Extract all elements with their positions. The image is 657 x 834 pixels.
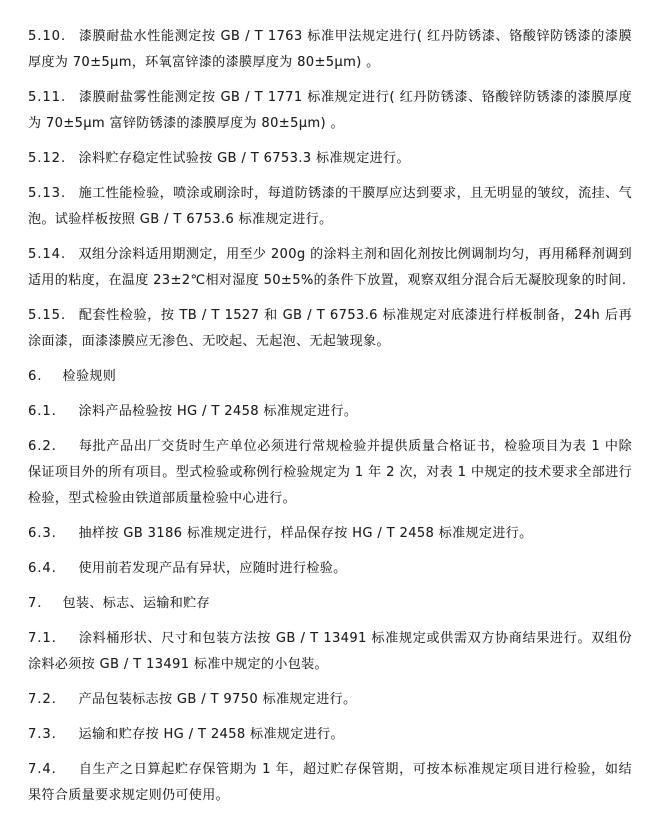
clause-7-4 [28, 757, 632, 809]
clause-text: 抽样按 GB 3186 标准规定进行，样品保存按 HG / T 2458 标准规定进行。 [78, 526, 533, 541]
clause-5-14 [28, 242, 632, 294]
clause-text: 漆膜耐盐水性能测定按 GB / T 1763 标准甲法规定进行( 红丹防锈漆、铬酸锌防锈漆的漆膜厚度为 70±5μm，环氧富锌漆的漆膜厚度为 80±5μm) 。 [28, 29, 632, 70]
clause-text: 双组分涂料适用期测定，用至少 200g 的涂料主剂和固化剂按比例调制均匀，再用稀释剂调到适用的粘度，在温度 23±2℃相对湿度 50±5%的条件下放置，观察双组分混合后无凝胶现象的时间. [28, 247, 632, 288]
clause-number: 7.2. [28, 692, 57, 707]
clause-number: 5.15. [28, 308, 67, 323]
clause-number: 7.4. [28, 762, 57, 777]
clause-number: 5.13. [28, 186, 67, 201]
clause-6-1 [28, 399, 632, 425]
clause-5-13 [28, 181, 632, 233]
clause-6-3 [28, 521, 632, 547]
section-title: 包装、标志、运输和贮存 [62, 596, 210, 611]
clause-number: 5.14. [28, 247, 67, 262]
clause-text: 施工性能检验，喷涂或刷涂时，每道防锈漆的干膜厚应达到要求，且无明显的皱纹，流挂、气泡。试验样板按照 GB / T 6753.6 标准规定进行。 [28, 186, 632, 227]
clause-5-12 [28, 146, 632, 172]
clause-7-1 [28, 626, 632, 678]
clause-number: 7.3. [28, 727, 57, 742]
section-heading-7 [28, 591, 632, 617]
clause-text: 涂料贮存稳定性试验按 GB / T 6753.3 标准规定进行。 [78, 151, 410, 166]
clause-number: 6.2. [28, 439, 57, 454]
section-number: 7. [28, 596, 43, 611]
clause-text: 自生产之日算起贮存保管期为 1 年，超过贮存保管期，可按本标准规定项目进行检验，如结果符合质量要求规定则仍可使用。 [28, 762, 632, 803]
clause-text: 涂料桶形状、尺寸和包装方法按 GB / T 13491 标准规定或供需双方协商结果进行。双组份涂料必须按 GB / T 13491 标准中规定的小包装。 [28, 631, 632, 672]
clause-text: 每批产品出厂交货时生产单位必须进行常规检验并提供质量合格证书，检验项目为表 1 中除保证项目外的所有项目。型式检验或称例行检验规定为 1 年 2 次，对表 1 中规定的技术要求全部进行检验，型式检验由铁道部质量检验中心进行。 [28, 439, 632, 506]
clause-7-2 [28, 687, 632, 713]
section-number: 6. [28, 369, 43, 384]
clause-6-2 [28, 434, 632, 512]
clause-number: 5.10. [28, 29, 67, 44]
clause-number: 7.1. [28, 631, 57, 646]
clause-number: 6.4. [28, 561, 57, 576]
clause-text: 配套性检验，按 TB / T 1527 和 GB / T 6753.6 标准规定对底漆进行样板制备，24h 后再涂面漆，面漆漆膜应无渗色、无咬起、无起泡、无起皱现象。 [28, 308, 632, 349]
clause-5-15 [28, 303, 632, 355]
section-title: 检验规则 [62, 369, 117, 384]
clause-text: 涂料产品检验按 HG / T 2458 标准规定进行。 [78, 404, 358, 419]
section-heading-6 [28, 364, 632, 390]
clause-5-11 [28, 85, 632, 137]
clause-text: 漆膜耐盐雾性能测定按 GB / T 1771 标准规定进行( 红丹防锈漆、铬酸锌防锈漆的漆膜厚度为 70±5μm 富锌防锈漆的漆膜厚度为 80±5μm) 。 [28, 90, 632, 131]
clause-number: 6.3. [28, 526, 57, 541]
clause-5-10 [28, 24, 632, 76]
clause-text: 运输和贮存按 HG / T 2458 标准规定进行。 [78, 727, 344, 742]
clause-7-3 [28, 722, 632, 748]
clause-6-4 [28, 556, 632, 582]
clause-number: 6.1. [28, 404, 57, 419]
clause-text: 产品包装标志按 GB / T 9750 标准规定进行。 [78, 692, 357, 707]
clause-text: 使用前若发现产品有异状，应随时进行检验。 [78, 561, 347, 576]
clause-number: 5.11. [28, 90, 67, 105]
clause-number: 5.12. [28, 151, 67, 166]
